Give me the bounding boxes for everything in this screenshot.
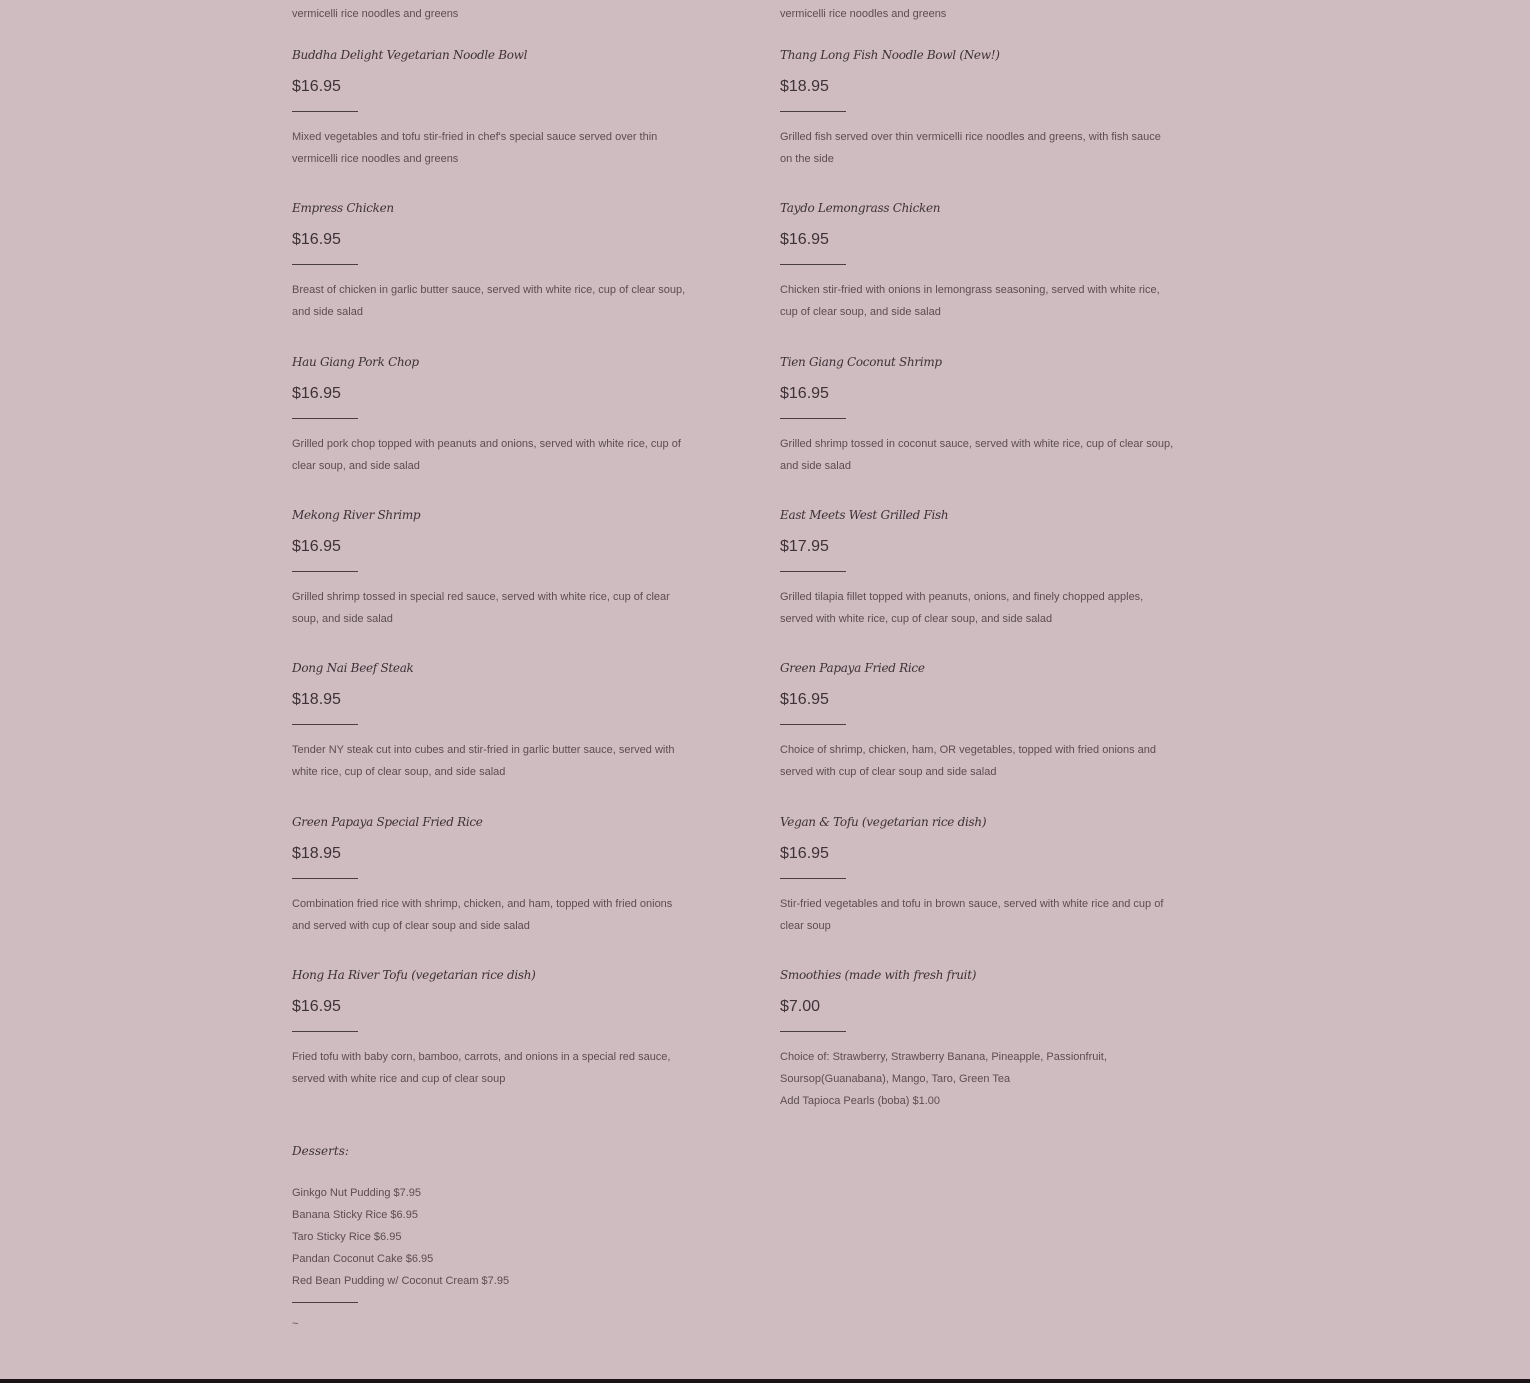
- menu-item-description: [780, 433, 1175, 477]
- divider: [292, 878, 358, 879]
- menu-item-description: [292, 1046, 687, 1090]
- divider: [292, 418, 358, 419]
- menu-item-title: Mekong River Shrimp: [292, 508, 421, 522]
- menu-item-description: [780, 586, 1175, 630]
- menu-item-title: Hong Ha River Tofu (vegetarian rice dish): [292, 968, 536, 982]
- menu-item-price: $16.95: [292, 231, 341, 248]
- description-line: Fried tofu with baby corn, bamboo, carrots, and onions in a special red sauce, served with white rice and cup of clear soup: [292, 1051, 671, 1085]
- description-line: Choice of: Strawberry, Strawberry Banana, Pineapple, Passionfruit, Soursop(Guanabana), Mango, Taro, Green Tea: [780, 1051, 1107, 1085]
- description-line: Grilled fish served over thin vermicelli rice noodles and greens, with fish sauce on the side: [780, 131, 1161, 165]
- menu-item-price: $18.95: [292, 845, 341, 862]
- menu-item-description: [292, 586, 687, 630]
- menu-item-description: [780, 279, 1175, 323]
- menu-item-title: Buddha Delight Vegetarian Noodle Bowl: [292, 48, 528, 62]
- divider: [292, 724, 358, 725]
- menu-item-price: $16.95: [780, 691, 829, 708]
- menu-item-price: $16.95: [292, 78, 341, 95]
- description-line: Chicken stir-fried with onions in lemongrass seasoning, served with white rice, cup of clear soup, and side salad: [780, 284, 1160, 318]
- divider: [292, 1031, 358, 1032]
- divider: [292, 571, 358, 572]
- menu-item-description: [292, 433, 687, 477]
- divider: [780, 1031, 846, 1032]
- menu-item-description: [292, 739, 687, 783]
- menu-item-description: [292, 279, 687, 323]
- partial-item-description: vermicelli rice noodles and greens: [780, 8, 947, 20]
- description-line: Combination fried rice with shrimp, chicken, and ham, topped with fried onions and served with cup of clear soup and side salad: [292, 898, 673, 932]
- menu-item-price: $7.00: [780, 998, 821, 1015]
- menu-item-price: $16.95: [780, 231, 829, 248]
- description-line: Mixed vegetables and tofu stir-fried in chef's special sauce served over thin vermicelli rice noodles and greens: [292, 131, 658, 165]
- menu-item-description: [780, 126, 1175, 170]
- partial-item-description: vermicelli rice noodles and greens: [292, 8, 459, 20]
- dessert-item: Red Bean Pudding w/ Coconut Cream $7.95: [292, 1275, 510, 1287]
- menu-item-description: [780, 893, 1175, 937]
- tilde-ornament: ~: [292, 1318, 299, 1330]
- menu-item-price: $16.95: [780, 845, 829, 862]
- menu-item-title: Dong Nai Beef Steak: [292, 661, 414, 675]
- description-line: Grilled shrimp tossed in special red sauce, served with white rice, cup of clear soup, and side salad: [292, 591, 670, 625]
- menu-item-title: East Meets West Grilled Fish: [780, 508, 949, 522]
- description-line: Tender NY steak cut into cubes and stir-fried in garlic butter sauce, served with white rice, cup of clear soup, and side salad: [292, 744, 675, 778]
- divider: [780, 264, 846, 265]
- menu-item-title: Hau Giang Pork Chop: [292, 355, 419, 369]
- description-line: Choice of shrimp, chicken, ham, OR vegetables, topped with fried onions and served with cup of clear soup and side salad: [780, 744, 1157, 778]
- menu-item-title: Tien Giang Coconut Shrimp: [780, 355, 942, 369]
- divider: [292, 264, 358, 265]
- dessert-item: Ginkgo Nut Pudding $7.95: [292, 1187, 422, 1199]
- menu-item-price: $18.95: [780, 78, 829, 95]
- menu-item-price: $17.95: [780, 538, 829, 555]
- menu-item-title: Thang Long Fish Noodle Bowl (New!): [780, 48, 1000, 62]
- desserts-list: [292, 1182, 509, 1292]
- menu-item-price: $18.95: [292, 691, 341, 708]
- menu-item-description: [292, 126, 687, 170]
- divider: [292, 111, 358, 112]
- menu-item-description: [780, 1046, 1175, 1112]
- description-line: Grilled pork chop topped with peanuts and onions, served with white rice, cup of clear soup, and side salad: [292, 438, 681, 472]
- description-line: Stir-fried vegetables and tofu in brown sauce, served with white rice and cup of clear soup: [780, 898, 1164, 932]
- description-line: Grilled shrimp tossed in coconut sauce, served with white rice, cup of clear soup, and side salad: [780, 438, 1174, 472]
- menu-item-title: Empress Chicken: [292, 201, 394, 215]
- menu-item-title: Green Papaya Special Fried Rice: [292, 815, 483, 829]
- menu-item-price: $16.95: [292, 538, 341, 555]
- description-line: Grilled tilapia fillet topped with peanuts, onions, and finely chopped apples, served with white rice, cup of clear soup, and side salad: [780, 591, 1144, 625]
- dessert-item: Taro Sticky Rice $6.95: [292, 1231, 402, 1243]
- menu-item-title: Green Papaya Fried Rice: [780, 661, 925, 675]
- menu-item-price: $16.95: [292, 998, 341, 1015]
- divider: [780, 878, 846, 879]
- divider: [780, 111, 846, 112]
- menu-item-price: $16.95: [780, 385, 829, 402]
- menu-item-description: [292, 893, 687, 937]
- divider: [780, 418, 846, 419]
- dessert-item: Banana Sticky Rice $6.95: [292, 1209, 418, 1221]
- description-line: Add Tapioca Pearls (boba) $1.00: [780, 1095, 941, 1107]
- desserts-title: Desserts:: [292, 1144, 349, 1158]
- divider: [292, 1302, 358, 1303]
- menu-item-price: $16.95: [292, 385, 341, 402]
- divider: [780, 724, 846, 725]
- dessert-item: Pandan Coconut Cake $6.95: [292, 1253, 434, 1265]
- menu-item-description: [780, 739, 1175, 783]
- menu-item-title: Taydo Lemongrass Chicken: [780, 201, 941, 215]
- menu-item-title: Smoothies (made with fresh fruit): [780, 968, 977, 982]
- menu-item-title: Vegan & Tofu (vegetarian rice dish): [780, 815, 987, 829]
- footer-bar: [0, 1379, 1530, 1383]
- description-line: Breast of chicken in garlic butter sauce, served with white rice, cup of clear soup, and side salad: [292, 284, 686, 318]
- divider: [780, 571, 846, 572]
